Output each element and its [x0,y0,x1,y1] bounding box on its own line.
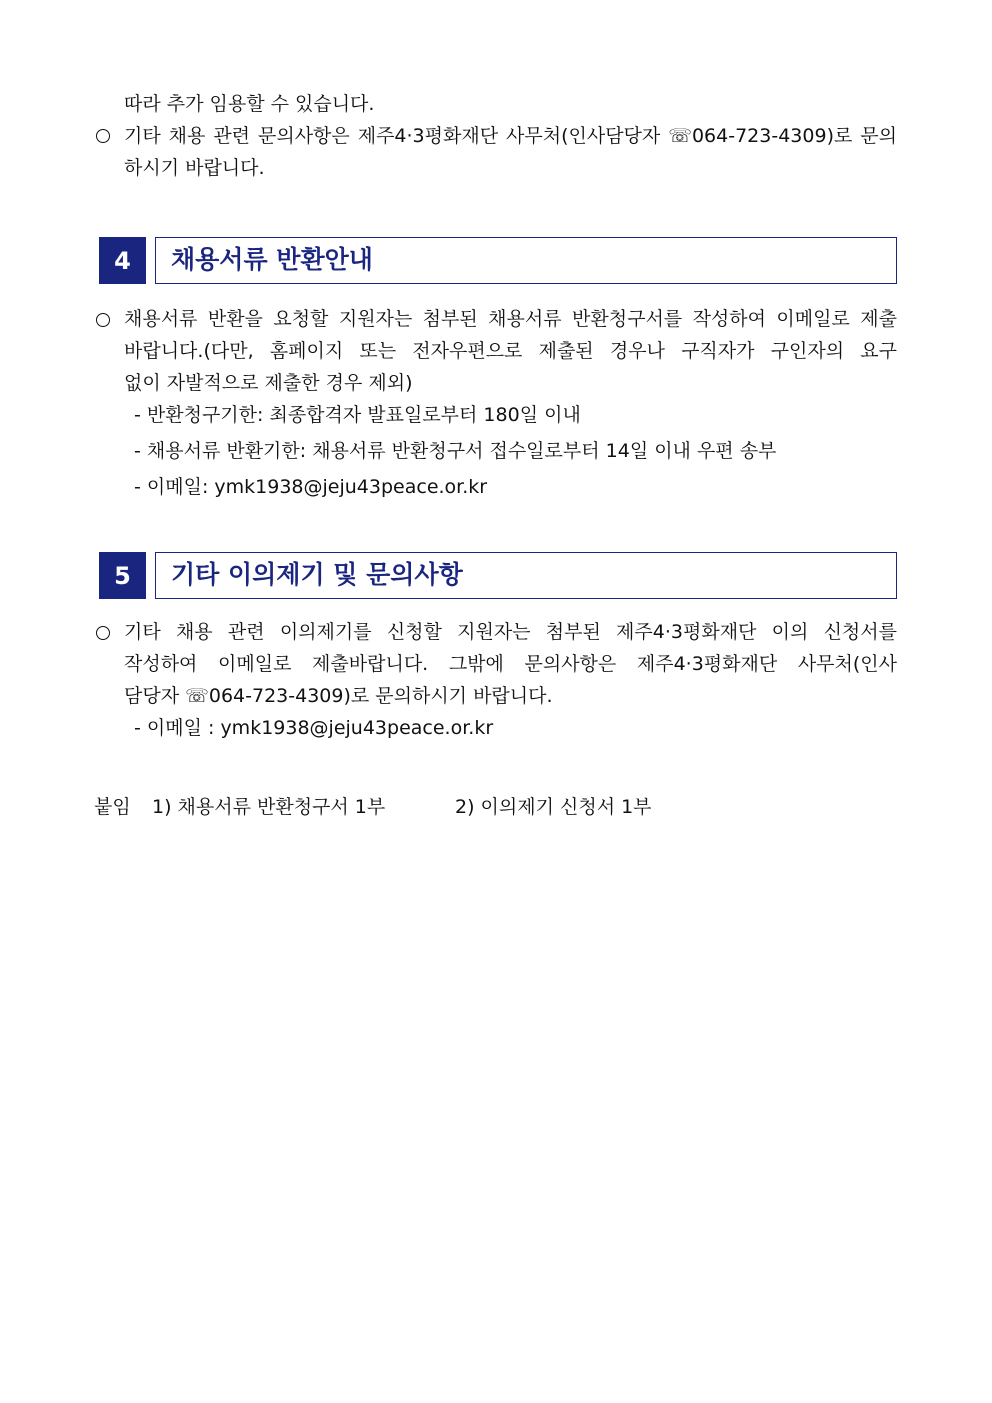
attachment-item-2: 2) 이의제기 신청서 1부 [455,796,652,818]
section-4-bullet-line1: 채용서류 반환을 요청할 지원자는 첨부된 채용서류 반환청구서를 작성하여 이메일로 제출 [124,308,897,330]
continuation-text: 따라 추가 임용할 수 있습니다. [124,93,375,115]
bullet-circle-icon [96,626,110,640]
section-5-bullet-line1: 기타 채용 관련 이의제기를 신청할 지원자는 첨부된 제주4·3평화재단 이의 신청서를 [124,621,897,643]
section-5-header [155,552,897,599]
section-4-return-deadline: - 반환청구기한: 최종합격자 발표일로부터 180일 이내 [134,404,581,426]
bullet-circle-icon [96,129,110,143]
section-5-bullet-line2: 작성하여 이메일로 제출바랍니다. 그밖에 문의사항은 제주4·3평화재단 사무처(인사 [124,653,897,675]
section-4-title: 채용서류 반환안내 [171,245,373,274]
contact-bullet-line1: 기타 채용 관련 문의사항은 제주4·3평화재단 사무처(인사담당자 ☏064-723-4309)로 문의 [124,125,897,147]
section-5-title: 기타 이의제기 및 문의사항 [171,560,463,589]
bullet-circle-icon [96,313,110,327]
section-4-email: - 이메일: ymk1938@jeju43peace.or.kr [134,476,488,498]
section-4-bullet-line2: 바랍니다.(다만, 홈페이지 또는 전자우편으로 제출된 경우나 구직자가 구인자의 요구 [124,340,897,362]
section-5-email: - 이메일 : ymk1938@jeju43peace.or.kr [134,717,494,739]
contact-bullet-line2: 하시기 바랍니다. [124,157,265,179]
attachment-label: 붙임 [94,796,131,818]
section-5-bullet-line3: 담당자 ☏064-723-4309)로 문의하시기 바랍니다. [124,685,553,707]
section-5-number: 5 [99,552,146,599]
section-4-return-period: - 채용서류 반환기한: 채용서류 반환청구서 접수일로부터 14일 이내 우편 송부 [134,440,777,462]
attachment-item-1: 1) 채용서류 반환청구서 1부 [152,796,386,818]
section-4-bullet-line3: 없이 자발적으로 제출한 경우 제외) [124,372,413,394]
section-4-header [155,237,897,284]
section-4-number: 4 [99,237,146,284]
